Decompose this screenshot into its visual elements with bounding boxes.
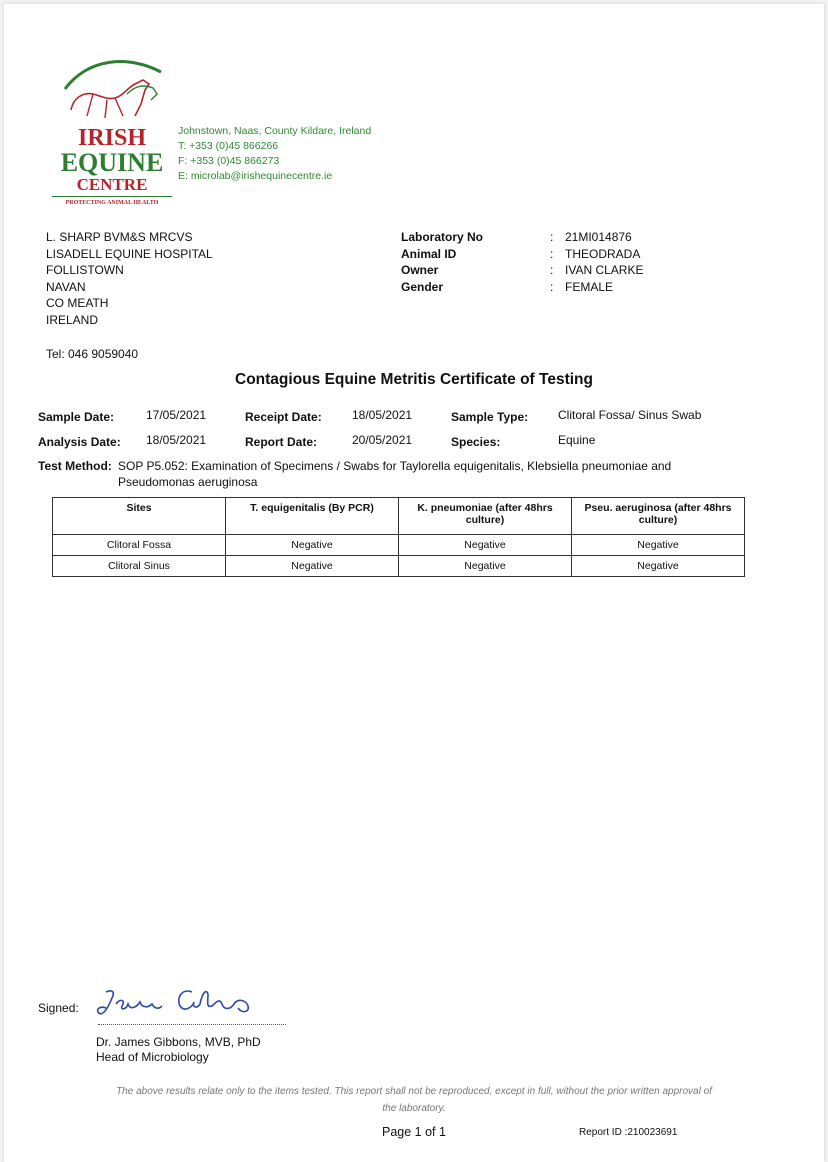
contact-email[interactable]: E: microlab@irishequinecentre.ie <box>178 170 333 182</box>
lab-info-colon: : <box>550 230 554 244</box>
receipt-date-label: Receipt Date: <box>245 410 322 424</box>
table-cell: Clitoral Fossa <box>53 535 226 556</box>
test-method-line-2: Pseudomonas aeruginosa <box>118 475 258 489</box>
lab-info-label: Owner <box>401 263 439 277</box>
report-date-value: 20/05/2021 <box>352 433 413 447</box>
lab-info-block <box>401 230 701 296</box>
address-line: LISADELL EQUINE HOSPITAL <box>46 246 213 261</box>
analysis-date-value: 18/05/2021 <box>146 433 207 447</box>
meta-block <box>4 408 824 498</box>
logo-line-centre: CENTRE <box>76 175 148 194</box>
signature-image <box>96 984 266 1024</box>
report-date-label: Report Date: <box>245 435 318 449</box>
document-page <box>4 4 824 1162</box>
lab-info-row <box>401 230 701 247</box>
certificate-title: Contagious Equine Metritis Certificate of Testing <box>235 371 593 388</box>
horse-logo-icon <box>57 54 167 124</box>
table-cell: Negative <box>226 535 399 556</box>
disclaimer <box>64 1083 764 1117</box>
test-method-line-1: SOP P5.052: Examination of Specimens / Swabs for Taylorella equigenitalis, Klebsiella pneumoniae and <box>118 459 672 473</box>
contact-block <box>178 124 371 184</box>
address-line: CO MEATH <box>46 296 109 310</box>
lab-info-value: IVAN CLARKE <box>565 263 644 277</box>
table-header-sites: Sites <box>53 498 226 535</box>
test-method-label: Test Method: <box>38 459 112 473</box>
species-label: Species: <box>451 435 501 449</box>
irish-equine-centre-logo <box>52 54 172 214</box>
disclaimer-line-2: the laboratory. <box>382 1103 446 1114</box>
table-row <box>53 556 745 577</box>
sample-type-value: Clitoral Fossa/ Sinus Swab <box>558 408 702 422</box>
address-line: IRELAND <box>46 312 99 327</box>
lab-info-row <box>401 280 701 297</box>
lab-info-colon: : <box>550 246 554 261</box>
analysis-date-label: Analysis Date: <box>38 435 121 449</box>
lab-info-colon: : <box>550 279 554 294</box>
table-header-pseu-aeruginosa: Pseu. aeruginosa (after 48hrs culture) <box>572 498 745 535</box>
sample-date-label: Sample Date: <box>38 410 115 424</box>
contact-address: Johnstown, Naas, County Kildare, Ireland <box>178 125 372 137</box>
sample-date-value: 17/05/2021 <box>146 408 207 422</box>
results-table <box>52 497 745 577</box>
table-cell: Negative <box>399 556 572 577</box>
lab-info-colon: : <box>550 263 554 277</box>
signature-dotted-line <box>98 1024 286 1025</box>
table-row <box>53 535 745 556</box>
lab-info-value: 21MI014876 <box>565 230 632 244</box>
page-number: Page 1 of 1 <box>382 1125 446 1139</box>
table-cell: Negative <box>399 535 572 556</box>
logo-rule <box>52 196 172 197</box>
contact-phone: T: +353 (0)45 866266 <box>178 140 279 152</box>
table-cell: Negative <box>572 535 745 556</box>
table-header-row <box>53 498 745 535</box>
species-value: Equine <box>558 433 596 447</box>
lab-info-value: THEODRADA <box>565 246 641 261</box>
report-id: Report ID :210023691 <box>579 1127 678 1138</box>
table-cell: Clitoral Sinus <box>53 556 226 577</box>
receipt-date-value: 18/05/2021 <box>352 408 413 422</box>
lab-info-value: FEMALE <box>565 279 614 294</box>
lab-info-row <box>401 263 701 280</box>
logo-line-equine: EQUINE <box>60 148 164 177</box>
lab-info-label: Gender <box>401 279 444 294</box>
sample-type-label: Sample Type: <box>451 410 529 424</box>
address-line: L. SHARP BVM&S MRCVS <box>46 230 193 244</box>
recipient-address <box>46 229 213 328</box>
table-cell: Negative <box>572 556 745 577</box>
table-cell: Negative <box>226 556 399 577</box>
address-line: NAVAN <box>46 279 86 294</box>
lab-info-label: Laboratory No <box>401 230 484 244</box>
disclaimer-line-1: The above results relate only to the items tested. This report shall not be reproduced, except in full, without the prior written approval of <box>116 1086 712 1097</box>
table-header-t-equigenitalis: T. equigenitalis (By PCR) <box>226 498 399 535</box>
recipient-tel: Tel: 046 9059040 <box>46 347 139 361</box>
logo-tagline: PROTECTING ANIMAL HEALTH <box>65 200 159 206</box>
logo-line-irish: IRISH <box>77 125 147 151</box>
contact-fax: F: +353 (0)45 866273 <box>178 155 280 167</box>
signed-label: Signed: <box>38 1001 79 1015</box>
lab-info-row <box>401 247 701 264</box>
signatory-name: Dr. James Gibbons, MVB, PhD <box>96 1035 261 1049</box>
table-header-k-pneumoniae: K. pneumoniae (after 48hrs culture) <box>399 498 572 535</box>
address-line: FOLLISTOWN <box>46 263 124 277</box>
lab-info-label: Animal ID <box>401 246 457 261</box>
signatory-role: Head of Microbiology <box>96 1050 209 1064</box>
